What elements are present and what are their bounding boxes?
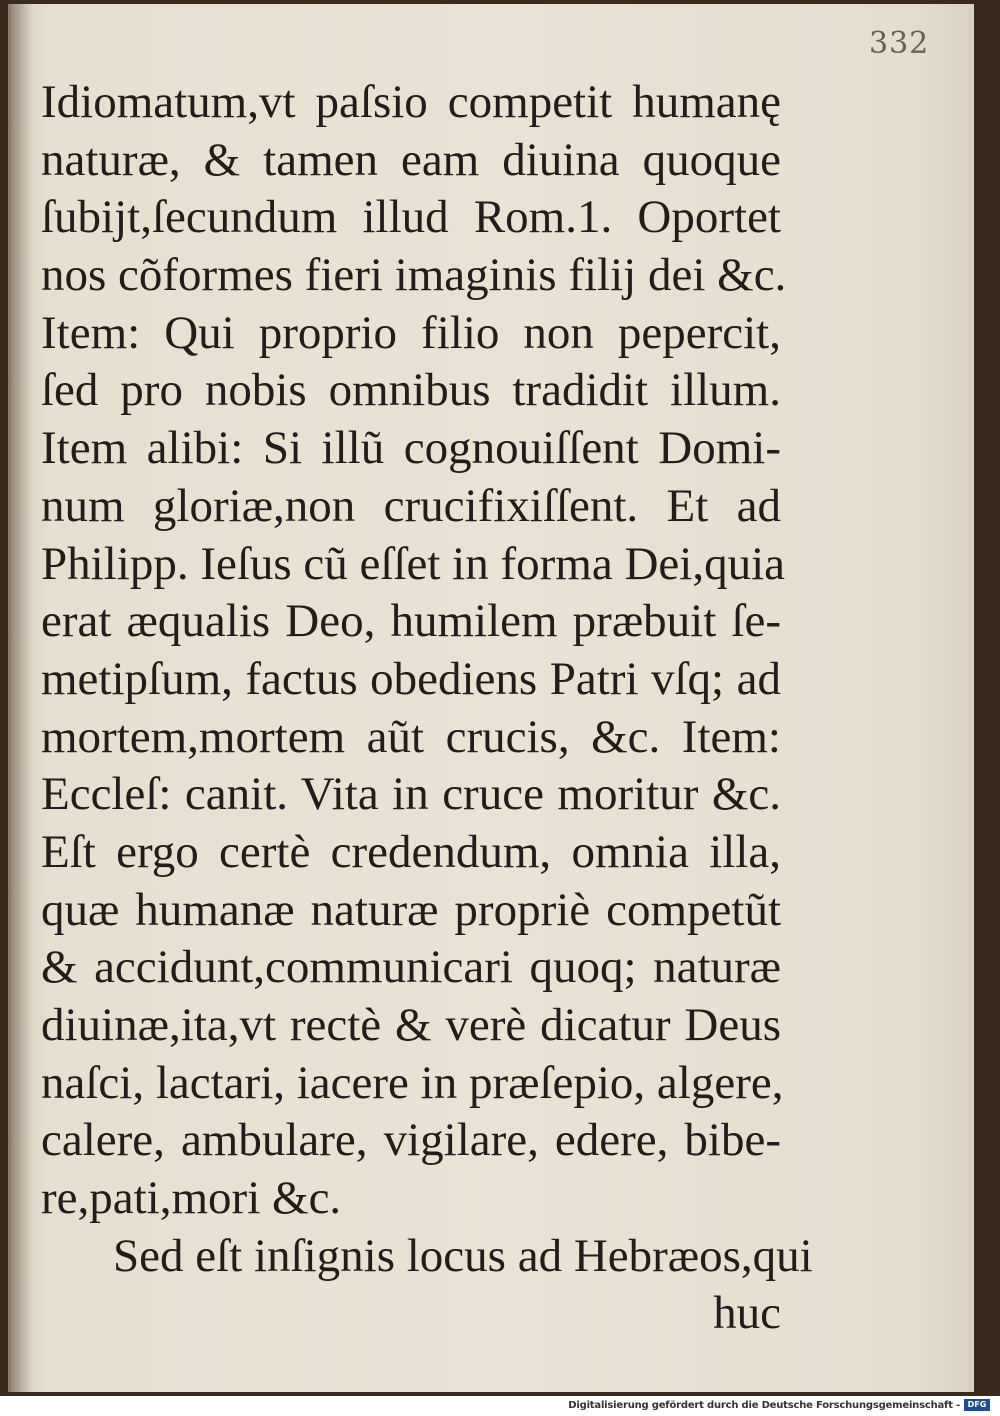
text-line: mortem,mortem aũt crucis, &c. Item: [41, 710, 781, 763]
text-line: quæ humanæ naturæ propriè competũt [41, 883, 781, 936]
text-line: metipſum, factus obediens Patri vſq; ad [41, 652, 781, 705]
text-line: Idiomatum,vt paſsio competit humanę [41, 76, 781, 128]
text-line: re,pati,mori &c. [41, 1172, 342, 1225]
spine-shadow [11, 4, 33, 1392]
funding-credit: Digitalisierung gefördert durch die Deutsche Forschungsgemeinschaft - [568, 1400, 960, 1411]
body-text [41, 74, 813, 1343]
text-line: ſed pro nobis omnibus tradidit illum. [41, 364, 781, 417]
catchword: huc [713, 1287, 781, 1340]
text-line: Eccleſ: canit. Vita in cruce moritur &c. [41, 768, 781, 821]
text-line: Item alibi: Si illũ cognouiſſent Domi- [41, 422, 781, 475]
dfg-logo-icon: DFG [964, 1399, 990, 1411]
text-line: & accidunt,communicari quoq; naturæ [41, 941, 781, 994]
text-line: erat æqualis Deo, humilem præbuit ſe- [41, 595, 781, 648]
text-line: Eſt ergo certè credendum, omnia illa, [41, 825, 781, 878]
text-line: Sed eſt inſignis locus ad Hebræos,qui [113, 1229, 813, 1282]
text-line: Item: Qui proprio filio non pepercit, [41, 306, 781, 359]
text-line: naturæ, & tamen eam diuina quoque [41, 133, 781, 186]
text-line: calere, ambulare, vigilare, edere, bibe- [41, 1114, 781, 1167]
text-line: naſci, lactari, iacere in præſepio, algere, [41, 1056, 784, 1109]
text-line: diuinæ,ita,vt rectè & verè dicatur Deus [41, 999, 781, 1051]
text-line: Philipp. Ieſus cũ eſſet in forma Dei,quia [41, 537, 785, 590]
book-page [8, 4, 974, 1392]
digitization-footer [0, 1396, 1000, 1416]
folio-number: 332 [869, 26, 930, 61]
text-line: nos cõformes fieri imaginis filij dei &c. [41, 249, 787, 302]
text-line: num gloriæ,non crucifixiſſent. Et ad [41, 479, 781, 532]
text-line: ſubijt,ſecundum illud Rom.1. Oportet [41, 191, 781, 244]
